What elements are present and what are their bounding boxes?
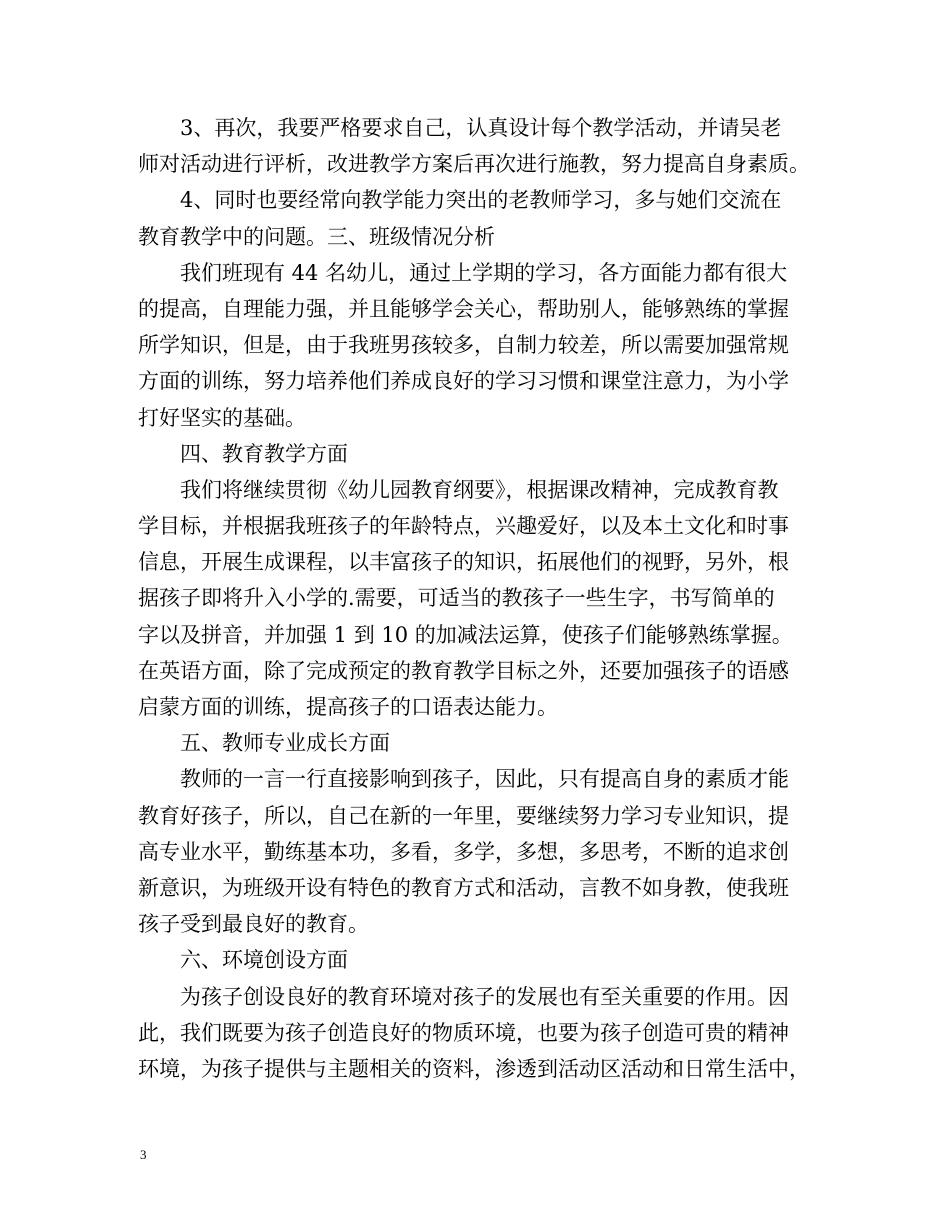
text-line: 我们将继续贯彻《幼儿园教育纲要》，根据课改精神，完成教育教 — [180, 477, 779, 502]
text-line: 新意识，为班级开设有特色的教育方式和活动，言教不如身教，使我班 — [138, 875, 789, 900]
text-line: 所学知识，但是，由于我班男孩较多，自制力较差，所以需要加强常规 — [138, 333, 789, 358]
text-line: 孩子受到最良好的教育。 — [138, 912, 369, 937]
text-line: 四、教育教学方面 — [180, 441, 348, 466]
text-line: 六、环境创设方面 — [180, 948, 348, 973]
text-line: 信息，开展生成课程，以丰富孩子的知识，拓展他们的视野，另外，根 — [138, 550, 789, 575]
text-line: 五、教师专业成长方面 — [180, 731, 390, 756]
text-line: 方面的训练，努力培养他们养成良好的学习习惯和课堂注意力，为小学 — [138, 369, 789, 394]
text-line: 据孩子即将升入小学的.需要，可适当的教孩子一些生字，书写简单的 — [138, 586, 775, 611]
text-line: 的提高，自理能力强，并且能够学会关心，帮助别人，能够熟练的掌握 — [138, 296, 789, 321]
text-line: 我们班现有 44 名幼儿，通过上学期的学习，各方面能力都有很大 — [180, 260, 788, 285]
document-body — [138, 110, 818, 1087]
text-line: 教师的一言一行直接影响到孩子，因此，只有提高自身的素质才能 — [180, 767, 789, 792]
text-line: 在英语方面，除了完成预定的教育教学目标之外，还要加强孩子的语感 — [138, 658, 789, 683]
text-line: 打好坚实的基础。 — [138, 405, 306, 430]
text-line: 为孩子创设良好的教育环境对孩子的发展也有至关重要的作用。因 — [180, 984, 789, 1009]
text-line: 教育好孩子，所以，自己在新的一年里，要继续努力学习专业知识，提 — [138, 803, 789, 828]
text-line: 环境，为孩子提供与主题相关的资料，渗透到活动区活动和日常生活中， — [138, 1056, 810, 1081]
text-line: 此，我们既要为孩子创造良好的物质环境，也要为孩子创造可贵的精神 — [138, 1020, 789, 1045]
text-line: 高专业水平，勤练基本功，多看，多学，多想，多思考，不断的追求创 — [138, 839, 789, 864]
text-line: 4、同时也要经常向教学能力突出的老教师学习，多与她们交流在 — [180, 188, 782, 213]
text-line: 3、再次，我要严格要求自己，认真设计每个教学活动，并请吴老 — [180, 116, 782, 140]
page-number: 3 — [140, 1147, 147, 1162]
text-line: 教育教学中的问题。三、班级情况分析 — [138, 224, 495, 249]
text-line: 学目标，并根据我班孩子的年龄特点，兴趣爱好，以及本土文化和时事 — [138, 514, 789, 539]
text-line: 师对活动进行评析，改进教学方案后再次进行施教，努力提高自身素质。 — [138, 152, 810, 177]
text-line: 启蒙方面的训练，提高孩子的口语表达能力。 — [138, 695, 558, 719]
text-line: 字以及拼音，并加强 1 到 10 的加减法运算，使孩子们能够熟练掌握。 — [138, 622, 793, 647]
